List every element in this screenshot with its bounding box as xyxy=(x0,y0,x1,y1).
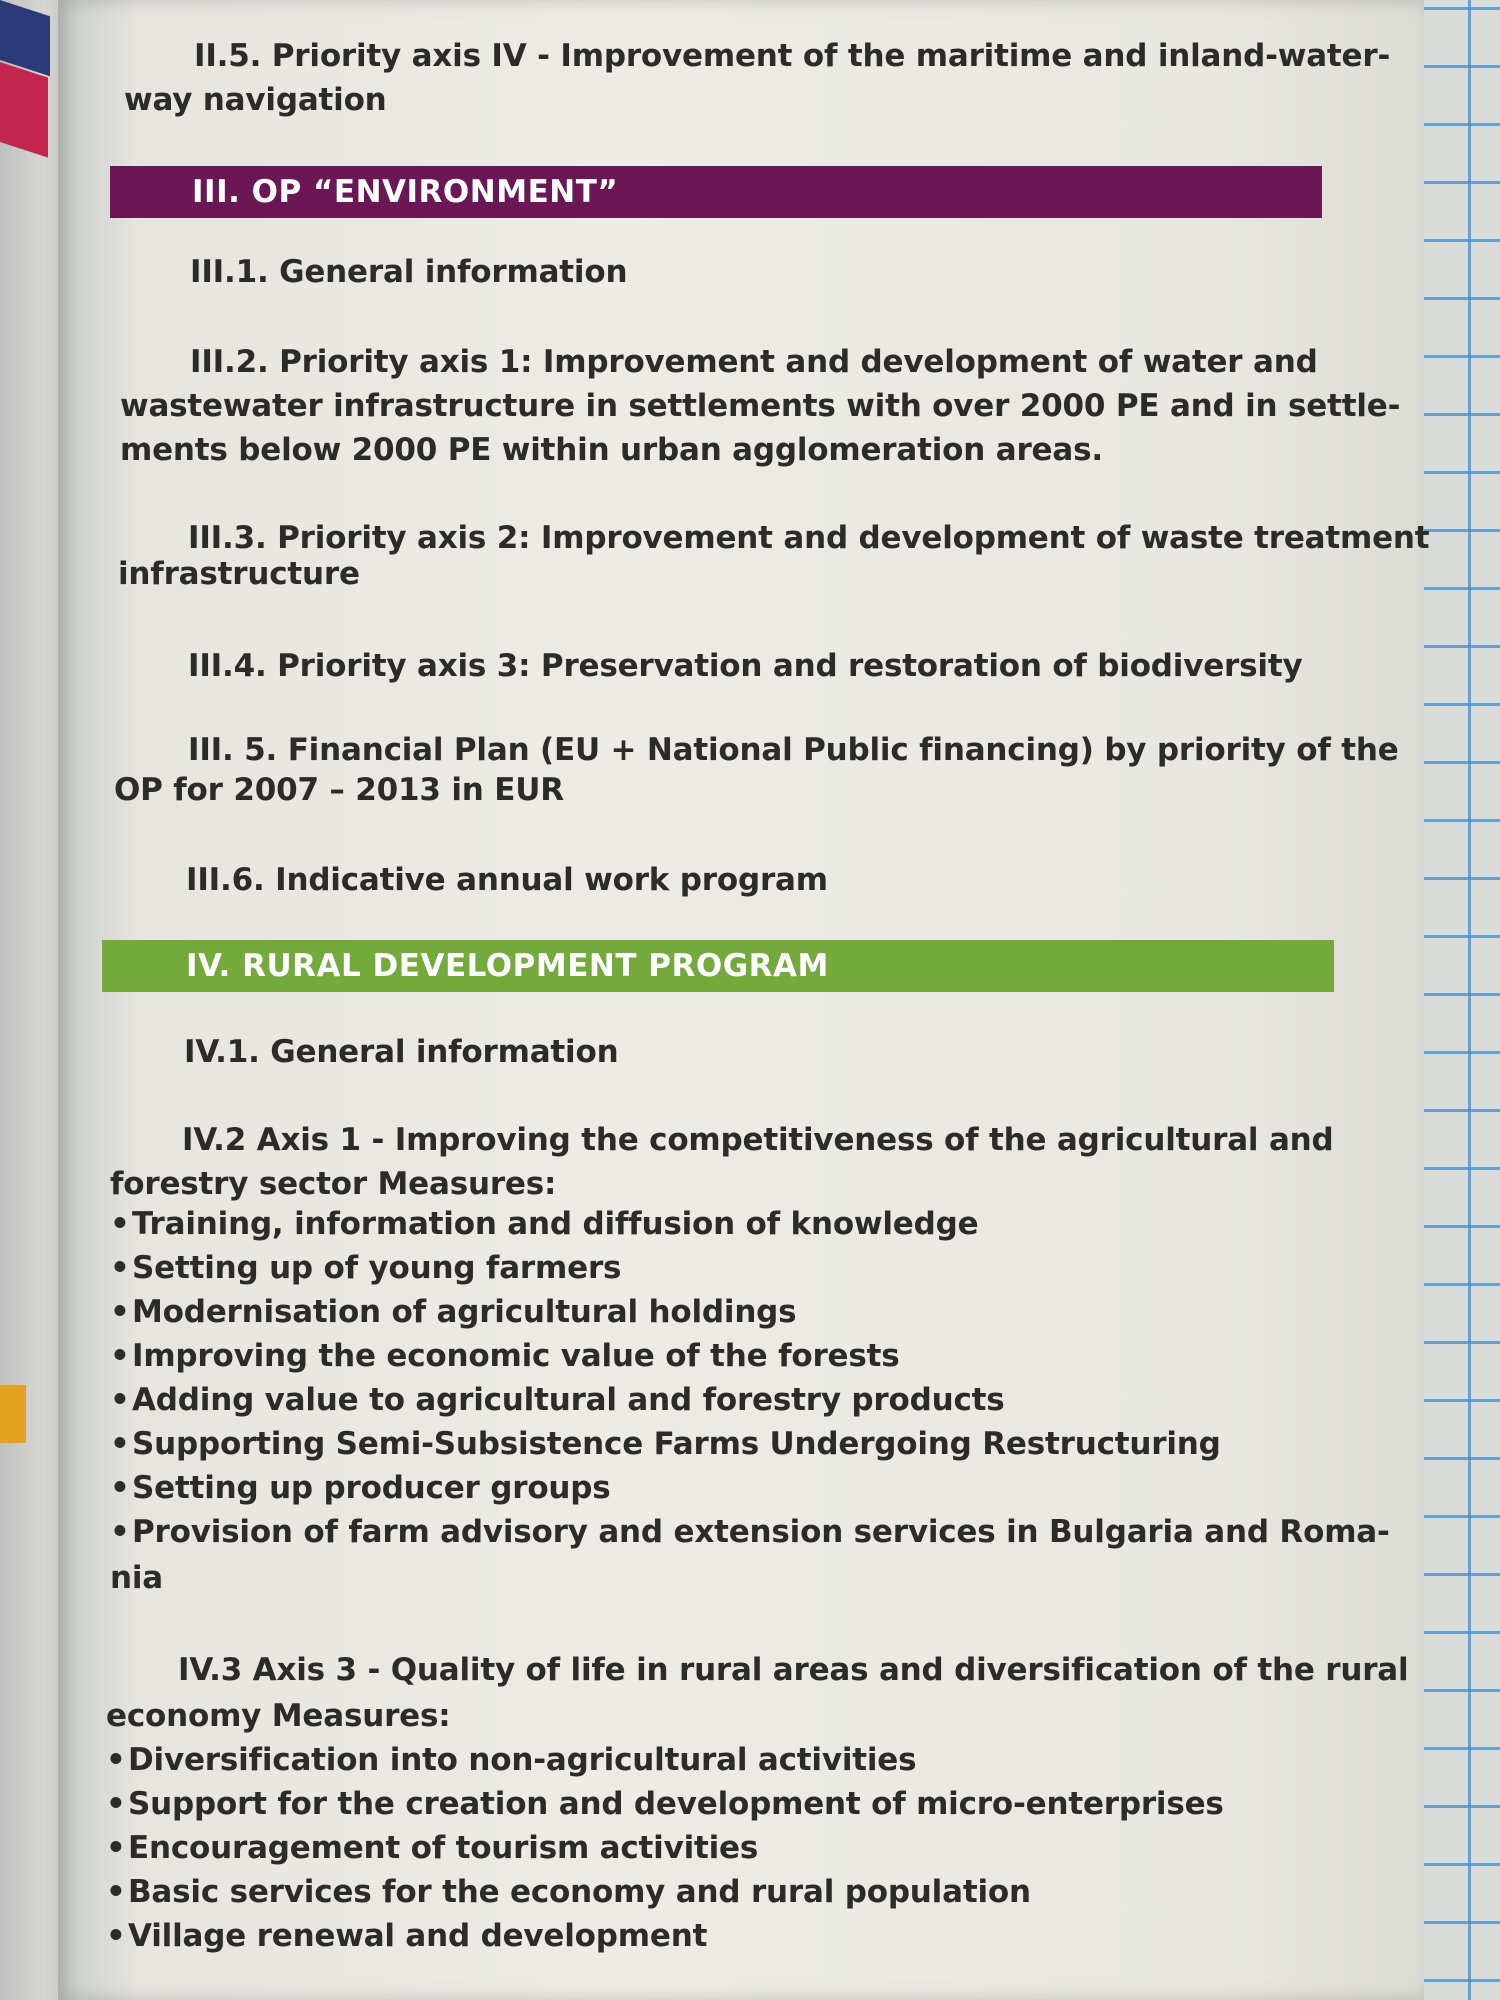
heading-iv2-line2: forestry sector Measures: xyxy=(110,1166,557,1202)
heading-iii1: III.1. General information xyxy=(190,254,628,290)
banner-op-environment xyxy=(110,166,1322,218)
list-item xyxy=(106,1914,1224,1958)
list-item xyxy=(110,1422,1390,1466)
list-item xyxy=(110,1290,1390,1334)
list-item xyxy=(110,1334,1390,1378)
list-item xyxy=(110,1246,1390,1290)
list-item xyxy=(110,1202,1390,1246)
list-item-text: Supporting Semi-Subsistence Farms Undergoing Restructuring xyxy=(132,1426,1221,1462)
iv2-measure-continuation: nia xyxy=(110,1560,164,1596)
heading-iv3-line1: IV.3 Axis 3 - Quality of life in rural areas and diversification of the rural xyxy=(178,1652,1409,1688)
bullet-icon: • xyxy=(110,1426,130,1462)
list-item-text: Adding value to agricultural and forestry products xyxy=(132,1382,1005,1418)
banner-rural-development xyxy=(102,940,1334,992)
heading-iii5-line1: III. 5. Financial Plan (EU + National Public financing) by priority of the xyxy=(188,732,1399,768)
bullet-icon: • xyxy=(106,1742,126,1778)
bullet-icon: • xyxy=(110,1250,130,1286)
heading-iv3-line2: economy Measures: xyxy=(106,1698,451,1734)
document-page xyxy=(58,0,1430,2000)
banner-op-environment-label: III. OP “ENVIRONMENT” xyxy=(192,174,619,210)
heading-iii2-line2: wastewater infrastructure in settlements with over 2000 PE and in settle- xyxy=(120,388,1401,424)
heading-ii5-line2: way navigation xyxy=(124,82,387,118)
bullet-icon: • xyxy=(106,1918,126,1954)
bullet-icon: • xyxy=(110,1382,130,1418)
page-content xyxy=(58,0,1430,2000)
heading-iii3-line2: infrastructure xyxy=(118,556,360,592)
heading-iv1: IV.1. General information xyxy=(184,1034,619,1070)
red-stripe xyxy=(0,62,48,158)
bullet-icon: • xyxy=(106,1786,126,1822)
bullet-icon: • xyxy=(110,1206,130,1242)
list-item xyxy=(106,1782,1224,1826)
bullet-icon: • xyxy=(110,1294,130,1330)
list-item-text: Setting up of young farmers xyxy=(132,1250,622,1286)
list-item-text: Improving the economic value of the forests xyxy=(132,1338,900,1374)
list-item-text: Training, information and diffusion of knowledge xyxy=(132,1206,979,1242)
bullet-icon: • xyxy=(110,1470,130,1506)
heading-iv2-line1: IV.2 Axis 1 - Improving the competitiveness of the agricultural and xyxy=(182,1122,1334,1158)
adjacent-page xyxy=(0,0,62,2000)
list-item-text: Setting up producer groups xyxy=(132,1470,611,1506)
list-item xyxy=(110,1510,1390,1554)
list-item xyxy=(106,1870,1224,1914)
heading-iii6: III.6. Indicative annual work program xyxy=(186,862,828,898)
list-item-text: Village renewal and development xyxy=(128,1918,708,1954)
list-item-text: Diversification into non-agricultural activities xyxy=(128,1742,917,1778)
list-item xyxy=(110,1378,1390,1422)
banner-rural-development-label: IV. RURAL DEVELOPMENT PROGRAM xyxy=(186,948,829,984)
list-item-text: Basic services for the economy and rural population xyxy=(128,1874,1031,1910)
bullet-icon: • xyxy=(106,1830,126,1866)
list-item-text: Encouragement of tourism activities xyxy=(128,1830,759,1866)
iv3-measures-list xyxy=(106,1738,1224,1958)
bullet-icon: • xyxy=(110,1514,130,1550)
list-item-text: Modernisation of agricultural holdings xyxy=(132,1294,797,1330)
heading-iii5-line2: OP for 2007 – 2013 in EUR xyxy=(114,772,564,808)
list-item xyxy=(106,1826,1224,1870)
heading-iii2-line1: III.2. Priority axis 1: Improvement and development of water and xyxy=(190,344,1318,380)
heading-ii5-line1: II.5. Priority axis IV - Improvement of the maritime and inland-water- xyxy=(194,38,1391,74)
orange-tab xyxy=(0,1385,26,1443)
bullet-icon: • xyxy=(106,1874,126,1910)
bullet-icon: • xyxy=(110,1338,130,1374)
list-item xyxy=(106,1738,1224,1782)
list-item xyxy=(110,1466,1390,1510)
list-item-text: Provision of farm advisory and extension services in Bulgaria and Roma- xyxy=(132,1514,1390,1550)
heading-iii2-line3: ments below 2000 PE within urban agglomeration areas. xyxy=(120,432,1103,468)
list-item-text: Support for the creation and development of micro-enterprises xyxy=(128,1786,1224,1822)
iv2-measures-list xyxy=(110,1202,1390,1554)
heading-iii3-line1: III.3. Priority axis 2: Improvement and development of waste treatment xyxy=(188,520,1430,556)
heading-iii4: III.4. Priority axis 3: Preservation and restoration of biodiversity xyxy=(188,648,1303,684)
